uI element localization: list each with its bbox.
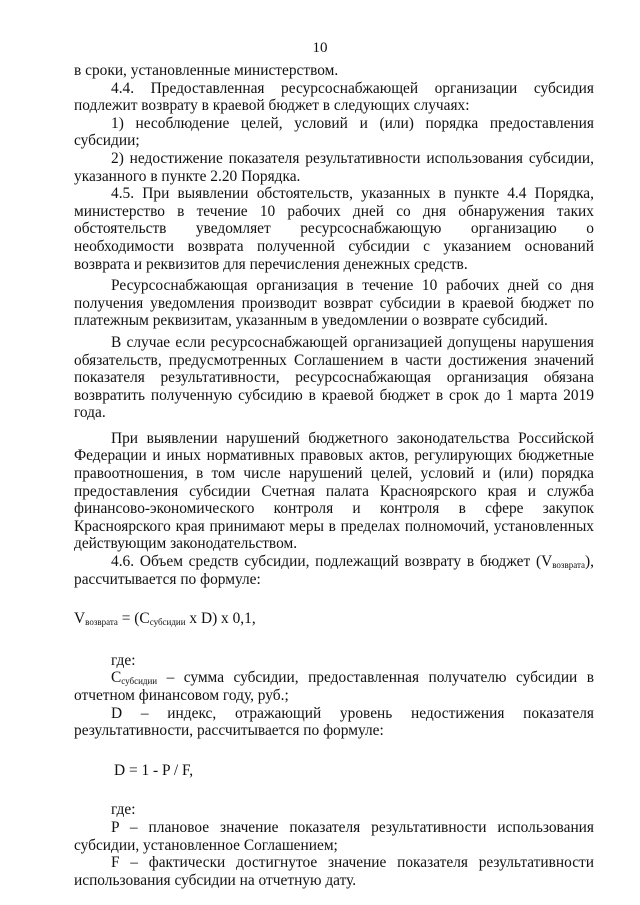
page-number: 10 — [312, 40, 328, 56]
paragraph-violation-case: В случае если ресурсоснабжающей организацией допущены нарушения обязательств, предусмотренных Соглашением в части достижения значений показателя результативности, ресурсоснабжающая организация обязана возвратить полученную субсидию в краевой бюджет в срок до 1 марта 2019 года. — [74, 333, 594, 422]
paragraph-continuation: в сроки, установленные министерством. — [74, 62, 339, 79]
where-label-1: где: — [111, 651, 136, 669]
definition-c-letter: C — [111, 669, 122, 687]
definition-f-actual: F – фактически достигнутое значение показателя результативности использования субсидии на отчетную дату. — [74, 854, 594, 889]
paragraph-budget-violations: При выявлении нарушений бюджетного законодательства Российской Федерации и иных нормативных правовых актов, регулирующих бюджетные правоотношения, в том числе нарушений целей, условий и (или) порядка предоставления субсидии Счетная палата Красноярского края и служба финансово-экономического контроля и контроля в сфере закупок Красноярского края принимают меры в пределах полномочий, установленных действующим законодательством. — [74, 429, 594, 553]
paragraph-list-item-2: 2) недостижение показателя результативности использования субсидии, указанного в пункте 2.20 Порядка. — [74, 149, 594, 185]
formula-v-symbol: V — [74, 610, 86, 628]
formula-c-subscript: субсидии — [149, 617, 186, 628]
formula-rest: x D) x 0,1, — [185, 610, 256, 628]
paragraph-4-5: 4.5. При выявлении обстоятельств, указанных в пункте 4.4 Порядка, министерство в течение 10 рабочих дней со дня обнаружения таких обстоятельств уведомляет ресурсоснабжающую организацию о необходимости возврата полученной субсидии с указанием оснований возврата и реквизитов для перечисления денежных средств. — [74, 185, 594, 273]
document-body — [74, 62, 594, 889]
definition-p-planned: P – плановое значение показателя результативности использования субсидии, установленное Соглашением; — [74, 818, 594, 854]
paragraph-4-6-part-a: 4.6. Объем средств субсидии, подлежащий возврату в бюджет (V — [111, 553, 553, 571]
where-label-2: где: — [111, 801, 136, 819]
formula-return-volume — [74, 610, 594, 628]
paragraph-4-6 — [74, 553, 594, 588]
definition-c-subscript: субсидии — [121, 676, 158, 687]
definition-d-index: D – индекс, отражающий уровень недостижения показателя результативности, рассчитывается по формуле: — [74, 704, 594, 740]
paragraph-4-6-subscript: возврата — [552, 560, 586, 571]
paragraph-list-item-1: 1) несоблюдение целей, условий и (или) порядка предоставления субсидии; — [74, 114, 594, 150]
formula-d-index: D = 1 - P / F, — [114, 761, 194, 779]
paragraph-4-6-part-b: ), рассчитывается по формуле: — [74, 553, 594, 588]
definition-c-text: – сумма субсидии, предоставленная получателю субсидии в отчетном финансовом году, руб.; — [74, 669, 594, 704]
paragraph-return-procedure: Ресурсоснабжающая организация в течение 10 рабочих дней со дня получения уведомления производит возврат субсидии в краевой бюджет по платежным реквизитам, указанным в уведомлении о возврате субсидий. — [74, 277, 594, 330]
formula-equals-c: = (C — [117, 610, 150, 628]
definition-c-subsidy — [74, 669, 594, 704]
formula-v-subscript: возврата — [85, 617, 118, 628]
paragraph-4-4: 4.4. Предоставленная ресурсоснабжающей организации субсидия подлежит возврату в краевой бюджет в следующих случаях: — [74, 79, 594, 115]
